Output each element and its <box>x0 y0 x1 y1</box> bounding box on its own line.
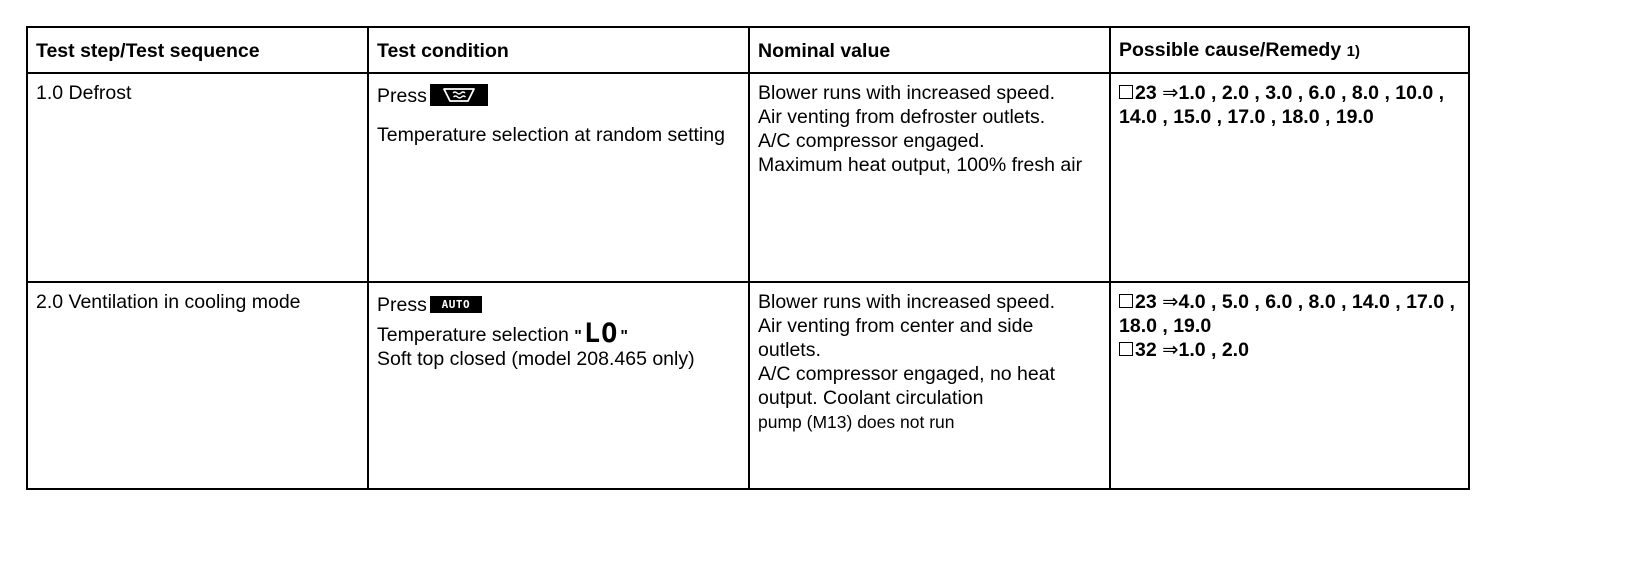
condition-text: Soft top closed (model 208.465 only) <box>377 348 695 370</box>
header-possible-cause-label: Possible cause/Remedy <box>1119 39 1342 61</box>
cell-nominal <box>749 73 1110 282</box>
temperature-selection: Temperature selection " LO " <box>377 318 628 349</box>
defrost-icon <box>430 84 488 106</box>
cell-nominal <box>749 282 1110 489</box>
checkbox-square-icon <box>1119 294 1133 308</box>
press-label: Press <box>377 294 427 316</box>
temperature-selection-label: Temperature selection <box>377 324 569 346</box>
nominal-line: Blower runs with increased speed. <box>758 291 1055 313</box>
cell-condition <box>368 73 749 282</box>
condition-text: Temperature selection at random setting <box>377 124 725 146</box>
checkbox-square-icon <box>1119 85 1133 99</box>
nominal-line: Air venting from defroster outlets. <box>758 106 1046 128</box>
checkbox-square-icon <box>1119 342 1133 356</box>
remedy-ref: 23 <box>1135 82 1157 104</box>
defrost-icon-glyph <box>439 86 479 104</box>
nominal-line: Air venting from center and side outlets. <box>758 315 1034 361</box>
cell-step <box>27 282 368 489</box>
header-test-condition: Test condition <box>368 27 749 73</box>
header-nominal-value: Nominal value <box>749 27 1110 73</box>
lo-display: LO <box>583 318 619 349</box>
remedy-ref: 23 <box>1135 291 1157 313</box>
cell-remedy <box>1110 282 1469 489</box>
nominal-line: Blower runs with increased speed. <box>758 82 1055 104</box>
cell-condition <box>368 282 749 489</box>
table-row <box>27 282 1469 489</box>
step-label: 2.0 Ventilation in cooling mode <box>36 291 301 313</box>
cell-remedy <box>1110 73 1469 282</box>
arrow-right-icon: ⇒ <box>1162 339 1179 361</box>
arrow-right-icon: ⇒ <box>1162 291 1179 313</box>
arrow-right-icon: ⇒ <box>1162 82 1179 104</box>
nominal-line: pump (M13) does not run <box>758 412 955 432</box>
remedy-entry <box>1119 290 1460 338</box>
remedy-entry <box>1119 338 1460 362</box>
nominal-line: A/C compressor engaged. <box>758 130 985 152</box>
remedy-steps: 4.0 , 5.0 , 6.0 , 8.0 , 14.0 , 17.0 , 18.0 , 19.0 <box>1119 291 1455 337</box>
remedy-steps: 1.0 , 2.0 , 3.0 , 6.0 , 8.0 , 10.0 , 14.0 , 15.0 , 17.0 , 18.0 , 19.0 <box>1119 82 1445 128</box>
nominal-line: Maximum heat output, 100% fresh air <box>758 154 1083 176</box>
table-row <box>27 73 1469 282</box>
press-instruction <box>377 292 740 318</box>
remedy-ref: 32 <box>1135 339 1157 361</box>
header-row <box>27 27 1469 73</box>
remedy-entry <box>1119 81 1460 129</box>
auto-icon: AUTO <box>430 296 482 313</box>
header-possible-cause <box>1110 27 1469 73</box>
press-label: Press <box>377 85 427 107</box>
nominal-line: A/C compressor engaged, no heat output. Coolant circulation <box>758 363 1056 409</box>
press-instruction <box>377 83 740 109</box>
header-test-step: Test step/Test sequence <box>27 27 368 73</box>
remedy-steps: 1.0 , 2.0 <box>1178 339 1249 361</box>
step-label: 1.0 Defrost <box>36 82 132 104</box>
cell-step <box>27 73 368 282</box>
footnote-marker: 1) <box>1346 43 1360 60</box>
test-table <box>26 26 1470 490</box>
